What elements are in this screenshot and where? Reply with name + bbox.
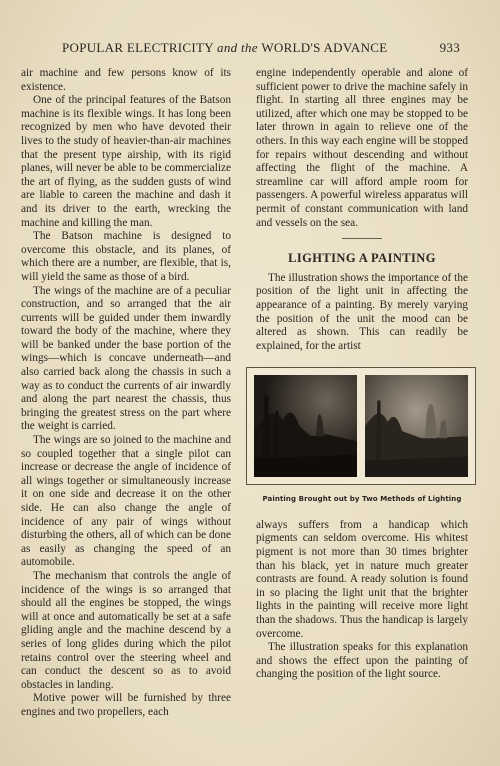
- body-paragraph: air machine and few persons know of its existence.: [21, 67, 231, 93]
- body-paragraph: The wings of the machine are of a peculiar construction, and so arranged that the air currents will be guided under them inwardly toward the body of the machine, where they will be banked under the base portion of the wings—which is concave underneath—and also carried back along the chassis in such a way as to conduct the currents of air inwardly and along the part nearest the chassis, thus bringing the greatest stress on the part where the weight is carried.: [21, 284, 231, 433]
- body-paragraph: The Batson machine is designed to overcome this obstacle, and its planes, of which there are a number, are flexible, that is, will yield the same as those of a bird.: [21, 230, 231, 283]
- left-column: [21, 67, 231, 720]
- body-paragraph: Motive power will be furnished by three engines and two propellers, each: [21, 692, 231, 718]
- body-paragraph: always suffers from a handicap which pigments can seldom overcome. His whitest pigment is not more than 30 times brighter than his black, yet in nature much greater contrasts are found. A ready solution is found in so placing the light unit that the brighter lights in the painting will receive more light than the shadows. Thus the handicap is largely overcome.: [256, 518, 468, 640]
- body-paragraph: The mechanism that controls the angle of incidence of the wings is so arranged that should all the engines be stopped, the wings will at once and automatically be set at a safe gliding angle and the machine descend by a series of long glides during which the pilot retains control over the steering wheel and can conduct the descent so as to avoid obstacles in landing.: [21, 569, 231, 691]
- painting-right-image: [365, 375, 468, 477]
- painting-panel-left: [254, 375, 357, 477]
- page-number: 933: [439, 40, 460, 55]
- running-header: [62, 40, 460, 56]
- figure-caption: Painting Brought out by Two Methods of Lighting: [262, 495, 462, 504]
- publication-title-part2: WORLD'S ADVANCE: [261, 40, 388, 55]
- publication-title-the: the: [237, 40, 262, 55]
- right-column: [256, 67, 468, 682]
- publication-title-and: and: [217, 40, 238, 55]
- section-divider: [342, 238, 382, 239]
- publication-title-part1: POPULAR ELECTRICITY: [62, 40, 218, 55]
- painting-panel-right: [365, 375, 468, 477]
- body-paragraph: The wings are so joined to the machine and so coupled together that a single pilot can increase or decrease the angle of incidence of all wings together or simultaneously increase it on one side and decrease it on the other side. He can also change the angle of incidence of any pair of wings without disturbing the others, all of which can be done as easily as changing the speed of an automobile.: [21, 434, 231, 569]
- section-heading: LIGHTING A PAINTING: [288, 251, 436, 266]
- body-paragraph-continued: engine independently operable and alone of sufficient power to drive the machine safely in flight. In starting all three engines may be utilized, after which one may be stopped to be later thrown in again to relieve one of the others. In this way each engine will be stopped for repairs without descending and without affecting the flight of the machine. A streamline car will afford ample room for passengers. A powerful wireless apparatus will permit of constant communication with land and vessels on the sea.: [256, 67, 468, 229]
- body-paragraph: One of the principal features of the Batson machine is its flexible wings. It has long been recognized by men who have devoted their lives to the study of heavier-than-air machines that the present type airship, with its rigid planes, will never be able to be commercialize the art of flying, as the sudden gusts of wind are liable to careen the machine and dash it and its driver to the earth, wrecking the machine and killing the man.: [21, 94, 231, 229]
- painting-left-image: [254, 375, 357, 477]
- publication-title: [62, 40, 387, 56]
- body-paragraph: The illustration shows the importance of the position of the light unit in affecting the appearance of a painting. By merely varying the position of the unit the mood can be altered as shown. This can readily be explained, for the artist: [256, 271, 468, 352]
- painting-illustration: [246, 367, 476, 485]
- body-paragraph: The illustration speaks for this explanation and shows the effect upon the painting of changing the position of the light source.: [256, 641, 468, 681]
